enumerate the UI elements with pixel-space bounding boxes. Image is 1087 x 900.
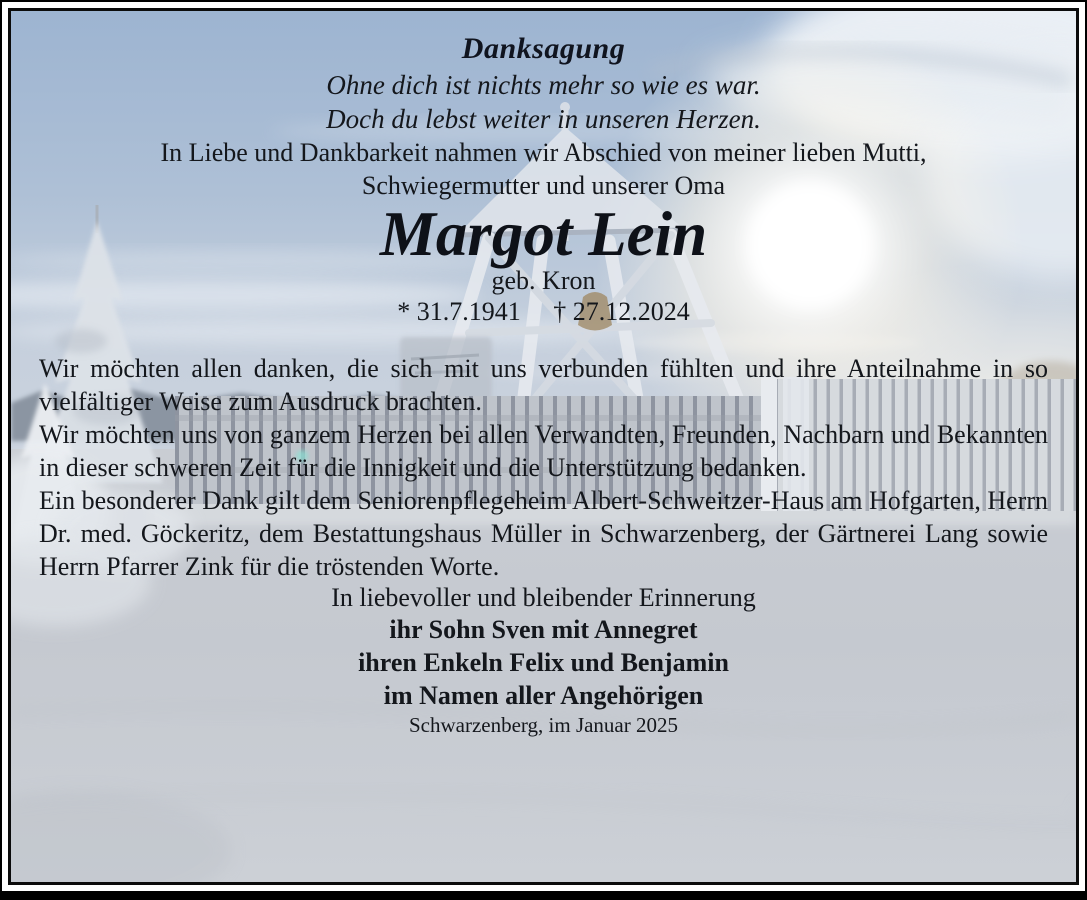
maiden-name: geb. Kron: [491, 266, 596, 295]
bottom-print-edge: [0, 893, 1087, 900]
thanks-paragraph-3: Ein besonderer Dank gilt dem Seniorenpflegeheim Albert-Schweitzer-Haus am Hofgarten, Herrn Dr. med. Göckeritz, dem Bestattungshaus Müller in Schwarzenberg, der Gärtnerei Lang sowie Herrn Pfarrer Zink für die tröstenden Worte.: [39, 486, 1048, 581]
epigraph: [39, 68, 1048, 136]
birth-date: * 31.7.1941: [397, 297, 521, 326]
family-signatures: [39, 613, 1048, 712]
deceased-name: Margot Lein: [379, 199, 708, 269]
thanks-paragraph-1: Wir möchten allen danken, die sich mit uns verbunden fühlten und ihre Anteilnahme in so vielfältiger Weise zum Ausdruck brachten.: [39, 354, 1048, 416]
life-dates: [39, 296, 1048, 328]
intro-text: [39, 136, 1048, 202]
family-line-1: ihr Sohn Sven mit Annegret: [389, 615, 698, 644]
thanks-paragraph-2: Wir möchten uns von ganzem Herzen bei allen Verwandten, Freunden, Nachbarn und Bekannten in dieser schweren Zeit für die Innigkeit und die Unterstützung bedanken.: [39, 420, 1048, 482]
epigraph-line-1: Ohne dich ist nichts mehr so wie es war.: [326, 70, 761, 100]
intro-line-1: In Liebe und Dankbarkeit nahmen wir Abschied von meiner lieben Mutti,: [160, 138, 927, 167]
family-line-3: im Namen aller Angehörigen: [383, 681, 704, 710]
thanks-body: [39, 352, 1048, 583]
place-and-date: Schwarzenberg, im Januar 2025: [408, 713, 679, 737]
closing-line: In liebevoller und bleibender Erinnerung: [331, 583, 756, 612]
epigraph-line-2: Doch du lebst weiter in unseren Herzen.: [326, 104, 761, 134]
intro-line-2: Schwiegermutter und unserer Oma: [361, 171, 726, 200]
obituary-content: [11, 11, 1076, 882]
notice-type-title: Danksagung: [461, 32, 626, 65]
obituary-card: [8, 8, 1079, 885]
death-date: † 27.12.2024: [553, 297, 690, 326]
family-line-2: ihren Enkeln Felix und Benjamin: [358, 648, 729, 677]
